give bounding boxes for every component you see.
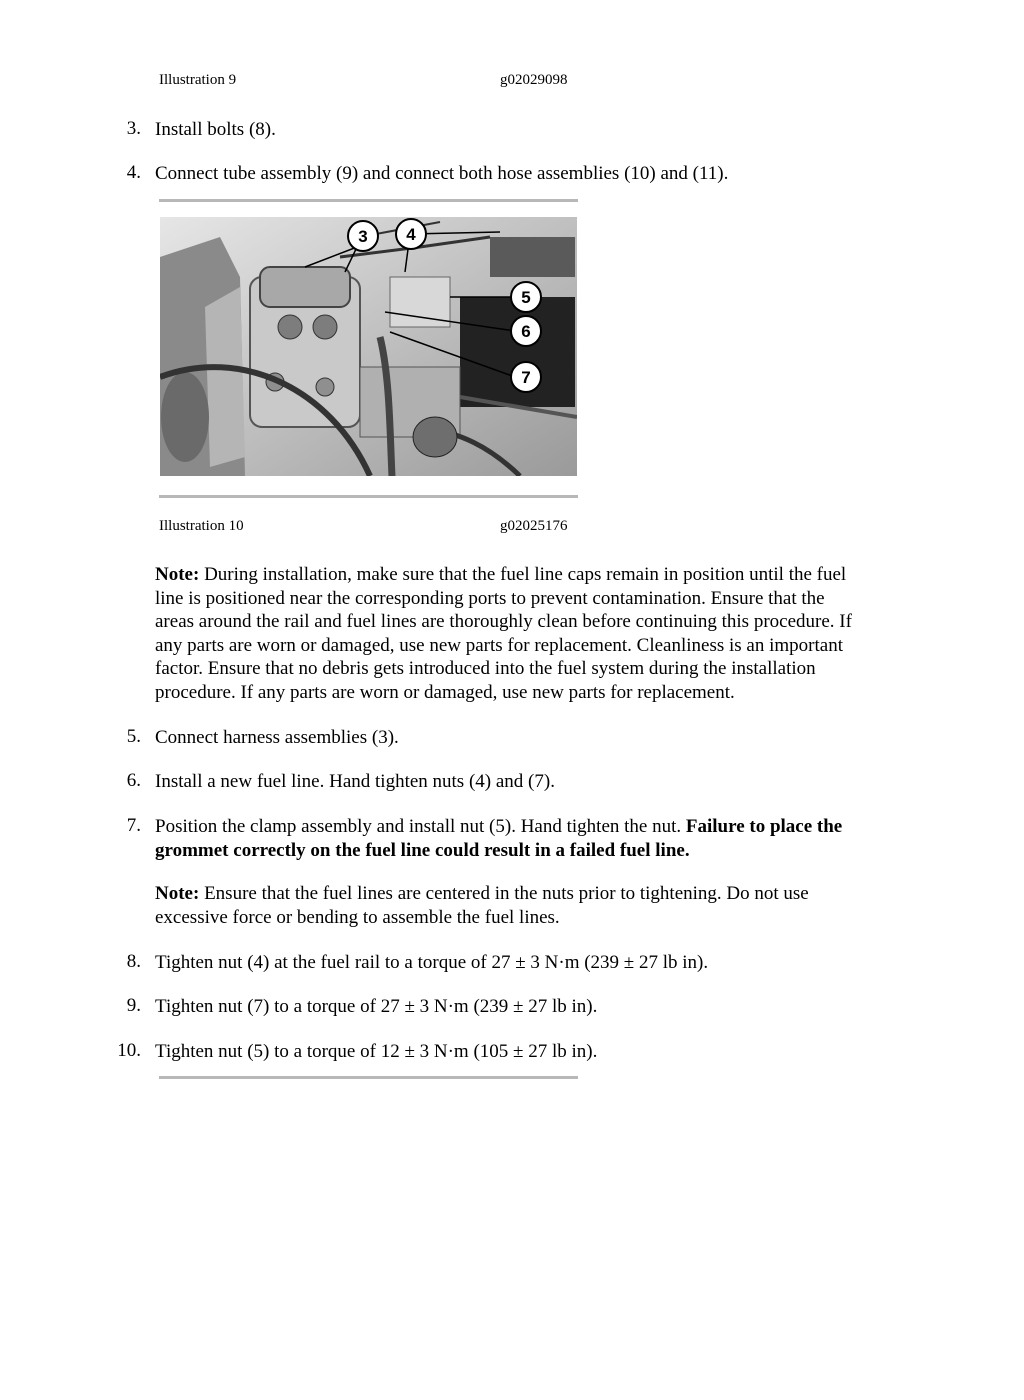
illustration-9-label: Illustration 9 [159, 72, 237, 88]
warning-text: Failure to place the [685, 816, 843, 837]
step-text: Install a new fuel line. Hand tighten nuts (4) and (7). [155, 771, 555, 792]
step-number: 4. [126, 162, 141, 183]
svg-text:5: 5 [521, 288, 531, 307]
note-line: areas around the rail and fuel lines are thoroughly clean before continuing this procedure. If [155, 611, 852, 633]
note-tightening: Note: Ensure that the fuel lines are centered in the nuts prior to tightening. Do not use excessive force or bending to assemble the fuel lines. [155, 883, 809, 928]
step-number: 5. [126, 726, 141, 747]
step-number: 6. [126, 770, 141, 791]
step-text: Tighten nut (5) to a torque of 12 ± 3 N·m (105 ± 27 lb in). [155, 1041, 598, 1062]
step-text: Connect harness assemblies (3). [155, 727, 399, 748]
step-text: Tighten nut (7) to a torque of 27 ± 3 N·m (239 ± 27 lb in). [155, 996, 598, 1017]
step-number: 7. [126, 815, 141, 836]
callout-4 [396, 219, 426, 249]
warning-text: grommet correctly on the fuel line could result in a failed fuel line. [155, 839, 690, 861]
step-number: 8. [126, 951, 141, 972]
svg-text:3: 3 [358, 227, 368, 246]
callout-6 [511, 316, 541, 346]
step-number: 10. [117, 1040, 141, 1061]
svg-text:4: 4 [406, 225, 416, 244]
divider [159, 199, 578, 202]
step-number: 9. [126, 995, 141, 1016]
illustration-10-label: Illustration 10 [159, 518, 244, 534]
illustration-10-code: g02025176 [500, 518, 568, 534]
step-number: 3. [126, 118, 141, 139]
callout-7 [511, 362, 541, 392]
divider [159, 1076, 578, 1079]
svg-text:6: 6 [521, 322, 531, 341]
note-line: procedure. If any parts are worn or damaged, use new parts for replacement. [155, 681, 735, 703]
step-text: Install bolts (8). [155, 119, 276, 140]
callout-3 [348, 221, 378, 251]
note-line: factor. Ensure that no debris gets introduced into the fuel system during the installation [155, 658, 816, 680]
illustration-9-code: g02029098 [500, 72, 568, 88]
note-installation [155, 563, 935, 705]
note-line: line is positioned near the corresponding ports to prevent contamination. Ensure that the [155, 587, 825, 609]
callout-5 [511, 282, 541, 312]
fuel-system-photo [160, 217, 577, 476]
note-label: Note: [155, 564, 200, 585]
svg-text:7: 7 [521, 368, 531, 387]
note-line: Note: During installation, make sure that the fuel line caps remain in position until the fuel [155, 564, 847, 585]
step-text: Connect tube assembly (9) and connect both hose assemblies (10) and (11). [155, 163, 729, 184]
step-text: Position the clamp assembly and install nut (5). Hand tighten the nut. Failure to place the grommet correctly on the fuel line could result in a failed fuel line. [155, 816, 843, 861]
step-text: Tighten nut (4) at the fuel rail to a torque of 27 ± 3 N·m (239 ± 27 lb in). [155, 952, 709, 973]
note-line: any parts are worn or damaged, use new parts for replacement. Cleanliness is an important [155, 634, 843, 656]
note-label: Note: [155, 883, 200, 904]
divider [159, 495, 578, 498]
